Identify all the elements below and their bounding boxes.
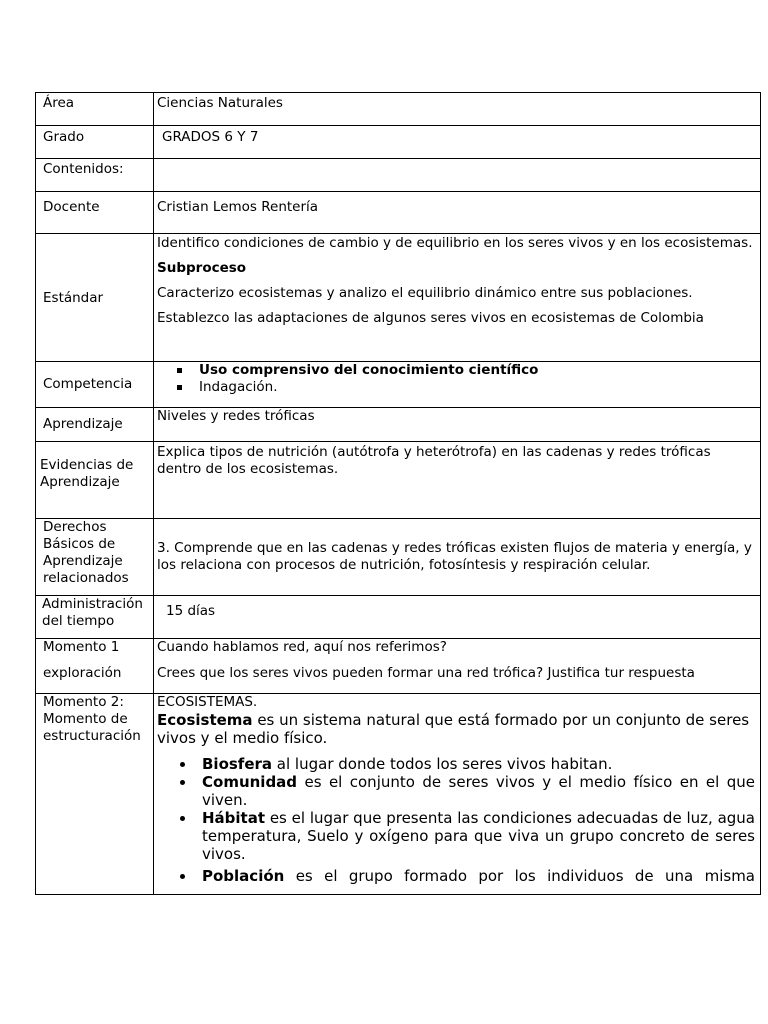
row-grado (36, 126, 761, 159)
grado-value: GRADOS 6 Y 7 (162, 129, 259, 145)
subproceso-heading: Subproceso (157, 260, 247, 276)
area-value: Ciencias Naturales (157, 95, 283, 111)
ecosistema-term: Ecosistema (157, 711, 253, 729)
habitat-term: Hábitat (202, 809, 266, 827)
momento1-label: Momento 1 (43, 639, 120, 655)
row-area (36, 93, 761, 126)
docente-value: Cristian Lemos Rentería (157, 199, 319, 215)
momento1-question-2: Crees que los seres vivos pueden formar una red trófica? Justifica tur respuesta (157, 665, 695, 681)
aprendizaje-value: Niveles y redes tróficas (157, 408, 315, 424)
dba-label: Derechos Básicos de Aprendizaje relacionados (43, 519, 129, 586)
tiempo-label: Administración del tiempo (42, 596, 143, 629)
row-contenidos (36, 159, 761, 192)
evidencias-label: Evidencias de Aprendizaje (40, 457, 134, 490)
row-momento2 (36, 694, 761, 895)
biosfera-text: al lugar donde todos los seres vivos habitan. (272, 755, 613, 773)
aprendizaje-label: Aprendizaje (43, 416, 123, 432)
row-estandar (36, 234, 761, 362)
estandar-text-3: Establezco las adaptaciones de algunos seres vivos en ecosistemas de Colombia (157, 310, 704, 326)
ecosistemas-heading: ECOSISTEMAS. (157, 694, 258, 710)
competencia-list (154, 362, 760, 396)
comunidad-text: es el conjunto de seres vivos y el medio físico en el que viven. (202, 773, 755, 809)
estandar-text-2: Caracterizo ecosistemas y analizo el equilibrio dinámico entre sus poblaciones. (157, 285, 693, 301)
row-aprendizaje (36, 408, 761, 442)
poblacion-text: es el grupo formado por los individuos de una misma (284, 867, 755, 885)
row-dba (36, 519, 761, 596)
momento1-question-1: Cuando hablamos red, aquí nos referimos? (157, 639, 447, 655)
habitat-text: es el lugar que presenta las condiciones adecuadas de luz, agua temperatura, Suelo y oxígeno para que viva un grupo concreto de seres vivos. (202, 809, 755, 863)
momento1-sublabel: exploración (43, 665, 122, 681)
poblacion-term: Población (202, 867, 285, 885)
row-tiempo (36, 596, 761, 639)
row-evidencias (36, 442, 761, 519)
list-item (202, 867, 755, 885)
list-item (202, 755, 755, 773)
contenidos-label: Contenidos: (43, 161, 124, 177)
grado-label: Grado (43, 129, 85, 145)
list-item: Indagación. (199, 379, 760, 396)
row-competencia (36, 362, 761, 408)
estandar-label: Estándar (43, 290, 104, 306)
evidencias-value: Explica tipos de nutrición (autótrofa y heterótrofa) en las cadenas y redes tróficas dentro de los ecosistemas. (157, 444, 711, 477)
momento2-label: Momento 2: Momento de estructuración (43, 694, 141, 744)
area-label: Área (43, 95, 75, 111)
list-item (202, 773, 755, 809)
ecosystem-terms-list (157, 755, 755, 885)
ecosistema-definition (157, 711, 755, 747)
competencia-label: Competencia (43, 376, 133, 392)
comunidad-term: Comunidad (202, 773, 298, 791)
estandar-text-1: Identifico condiciones de cambio y de equilibrio en los seres vivos y en los ecosistemas. (157, 235, 753, 251)
list-item (202, 809, 755, 863)
row-docente (36, 192, 761, 234)
biosfera-term: Biosfera (202, 755, 273, 773)
list-item: Uso comprensivo del conocimiento científico (199, 362, 760, 379)
contenidos-value (154, 159, 760, 161)
tiempo-value: 15 días (166, 603, 216, 619)
row-momento1 (36, 639, 761, 694)
docente-label: Docente (43, 199, 100, 215)
lesson-plan-table (35, 92, 761, 895)
ecosistema-definition-text: es un sistema natural que está formado por un conjunto de seres vivos y el medio físico. (157, 711, 750, 747)
dba-value: 3. Comprende que en las cadenas y redes tróficas existen flujos de materia y energía, y los relaciona con procesos de nutrición, fotosíntesis y respiración celular. (157, 540, 752, 573)
